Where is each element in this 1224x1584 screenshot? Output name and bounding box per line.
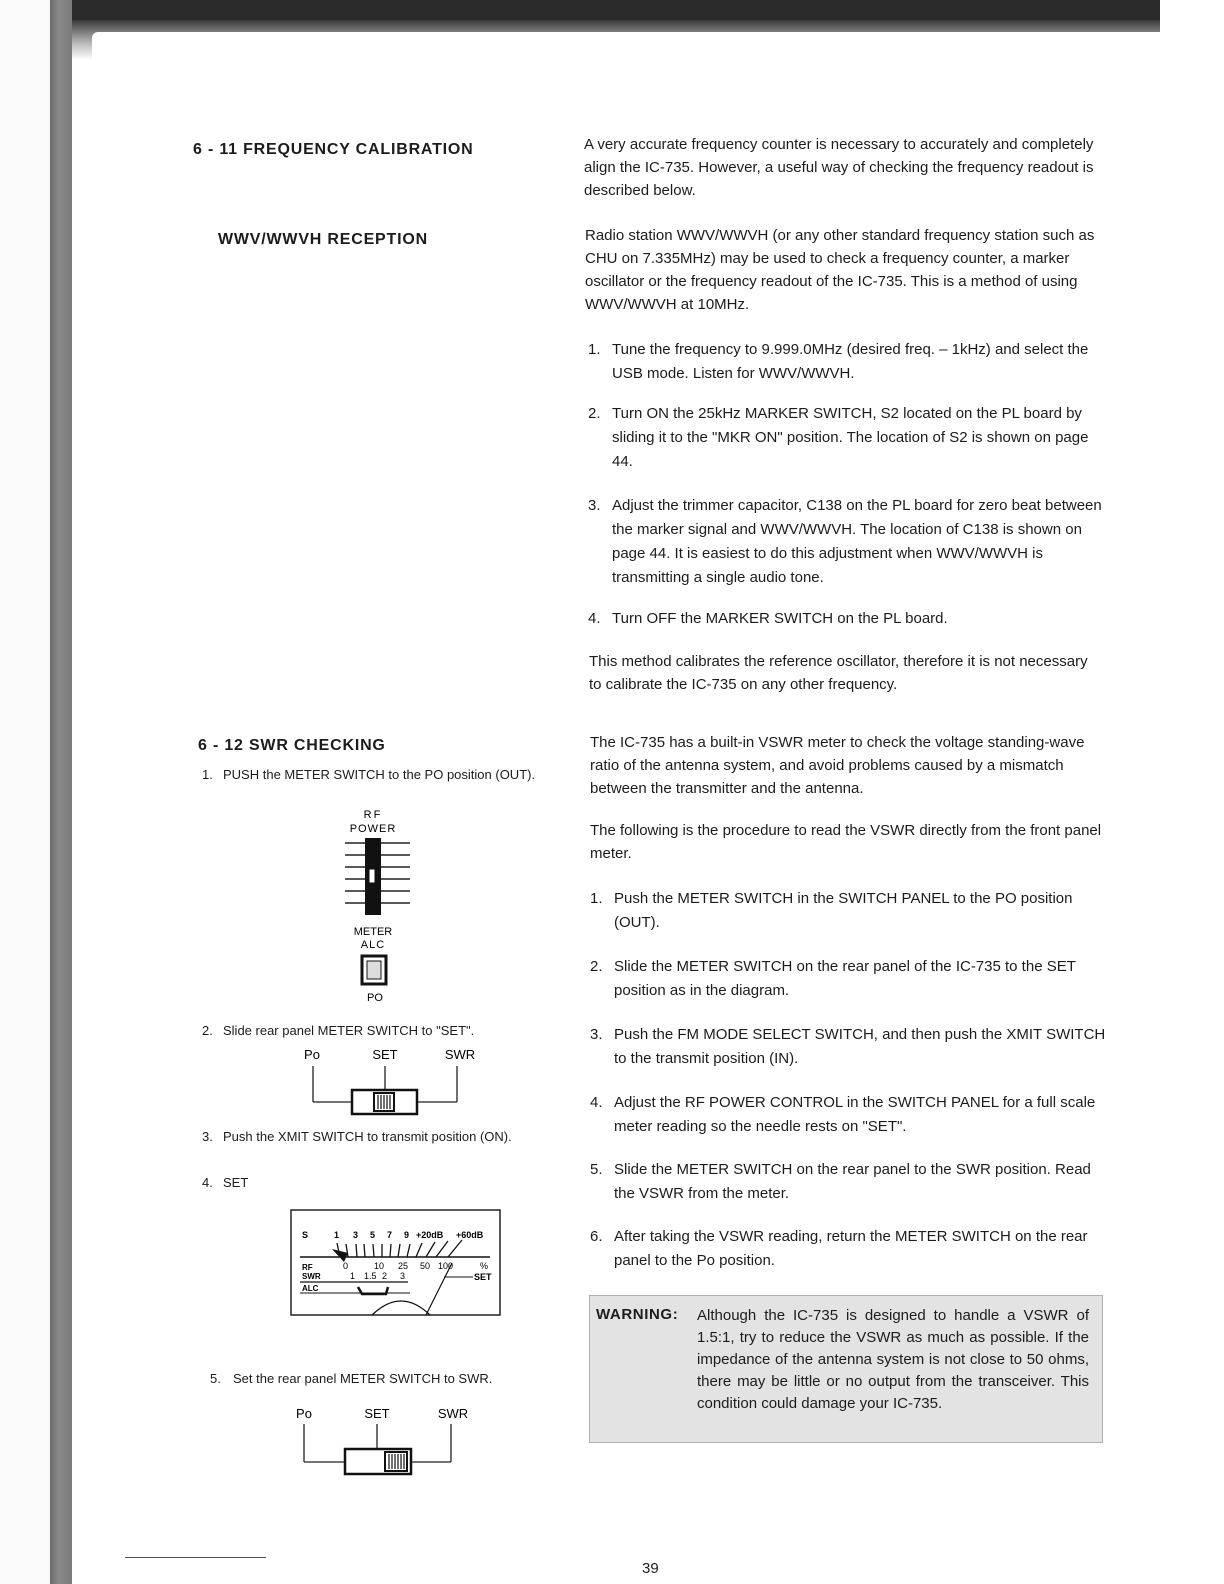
swr-left-step-3	[202, 1127, 552, 1146]
meter-frame	[291, 1210, 500, 1315]
footer-rule	[125, 1557, 266, 1558]
calibration-step-2	[588, 402, 1102, 474]
step-text: Slide the METER SWITCH on the rear panel of the IC-735 to the SET position as in the diagram.	[614, 958, 1076, 999]
switch-swr-label: SWR	[444, 1047, 476, 1062]
swr-row-tick: 2	[382, 1271, 388, 1281]
meter-label: METER	[353, 926, 393, 938]
rf-row-tick: 25	[398, 1261, 409, 1271]
scan-top-edge	[72, 0, 1160, 20]
swr-row-label: SWR	[302, 1272, 321, 1281]
step-number: 2.	[202, 1023, 213, 1038]
rf-row-tick: %	[480, 1261, 489, 1271]
step-number: 3.	[588, 497, 601, 514]
step-text: Adjust the trimmer capacitor, C138 on the PL board for zero beat between the marker signal and WWV/WWVH. The location of C138 is shown on page 44. It is easiest to do this adjustment when WWV/WWVH is transmitting a single audio tone.	[612, 497, 1102, 586]
s-scale-tick: +20dB	[416, 1230, 444, 1240]
rear-switch-diagram-set	[290, 1042, 490, 1122]
swr-row-tick: 3	[400, 1271, 406, 1281]
rf-row-tick: 100	[438, 1261, 454, 1271]
step-text: Push the XMIT SWITCH to transmit position (ON).	[223, 1129, 512, 1144]
s-scale-tick: 5	[370, 1230, 376, 1240]
scan-margin	[0, 0, 50, 1584]
step-number: 1.	[202, 767, 213, 782]
step-text: Adjust the RF POWER CONTROL in the SWITCH PANEL for a full scale meter reading so the needle rests on "SET".	[614, 1094, 1096, 1135]
rf-row-tick: 10	[374, 1261, 385, 1271]
calibration-step-4	[588, 607, 1102, 631]
meter-face-diagram	[290, 1209, 502, 1317]
s-scale-tick: 9	[404, 1230, 410, 1240]
swr-step-2	[590, 955, 1108, 1003]
s-scale-tick: 7	[387, 1230, 393, 1240]
swr-left-step-4	[202, 1173, 552, 1192]
switch-set-label: SET	[364, 1406, 390, 1421]
swr-left-step-1	[202, 765, 552, 784]
switch-po-label: Po	[296, 1406, 312, 1421]
section-6-11-heading: 6 - 11 FREQUENCY CALIBRATION	[193, 141, 474, 158]
meter-button-inner	[367, 961, 381, 979]
swr-step-3	[590, 1023, 1108, 1071]
wwv-paragraph: Radio station WWV/WWVH (or any other standard frequency station such as CHU on 7.335MHz) may be used to check a frequency counter, a marker oscillator or the frequency readout of the IC-735. This is a method of using WWV/WWVH at 10MHz.	[585, 227, 1095, 313]
switch-swr-label: SWR	[437, 1406, 469, 1421]
warning-label: WARNING:	[596, 1306, 679, 1323]
step-number: 5.	[210, 1371, 221, 1386]
calibration-step-3	[588, 494, 1102, 590]
swr-step-5	[590, 1158, 1108, 1206]
step-number: 4.	[588, 610, 601, 627]
step-number: 6.	[590, 1228, 603, 1245]
section-6-12-heading: 6 - 12 SWR CHECKING	[198, 737, 386, 754]
step-text: Turn ON the 25kHz MARKER SWITCH, S2 located on the PL board by sliding it to the "MKR ON" position. The location of S2 is shown on page 44.	[612, 405, 1089, 470]
rf-power-meter-diagram	[300, 805, 450, 1005]
switch-set-label: SET	[372, 1047, 398, 1062]
warning-box	[589, 1295, 1103, 1443]
step-number: 1.	[588, 341, 601, 358]
step-number: 2.	[590, 958, 603, 975]
po-label: PO	[367, 992, 383, 1004]
alc-label: ALC	[360, 939, 386, 951]
s-scale-tick: 1	[334, 1230, 340, 1240]
step-text: SET	[223, 1175, 249, 1190]
binding-spine	[50, 0, 72, 1584]
step-text: Set the rear panel METER SWITCH to SWR.	[233, 1371, 493, 1386]
page-number: 39	[642, 1560, 659, 1577]
swr-step-6	[590, 1225, 1108, 1273]
step-text: Tune the frequency to 9.999.0MHz (desired freq. – 1kHz) and select the USB mode. Listen for WWV/WWVH.	[612, 341, 1089, 382]
step-number: 4.	[590, 1094, 603, 1111]
step-number: 3.	[590, 1026, 603, 1043]
warning-text: Although the IC-735 is designed to handle a VSWR of 1.5:1, try to reduce the VSWR as much as possible. If the impedance of the antenna system is not close to 50 ohms, there may be little or no output from the transceiver. This condition could damage your IC-735.	[697, 1307, 1089, 1412]
step-text: Push the METER SWITCH in the SWITCH PANEL to the PO position (OUT).	[614, 890, 1073, 931]
step-text: Slide rear panel METER SWITCH to "SET".	[223, 1023, 475, 1038]
alc-row-label: ALC	[302, 1284, 319, 1293]
swr-step-4	[590, 1091, 1108, 1139]
step-number: 3.	[202, 1129, 213, 1144]
swr-intro: The IC-735 has a built-in VSWR meter to check the voltage standing-wave ratio of the antenna system, and avoid problems caused by a mismatch between the transmitter and the antenna.	[590, 734, 1085, 797]
rf-row-tick: 0	[343, 1261, 349, 1271]
step-number: 2.	[588, 405, 601, 422]
s-scale-tick: 3	[353, 1230, 359, 1240]
power-label: POWER	[349, 823, 397, 835]
swr-procedure-intro: The following is the procedure to read the VSWR directly from the front panel meter.	[590, 822, 1102, 862]
wwv-reception-heading: WWV/WWVH RECEPTION	[218, 231, 428, 248]
rf-row-tick: 50	[420, 1261, 431, 1271]
step-text: Turn OFF the MARKER SWITCH on the PL board.	[612, 610, 948, 627]
step-number: 4.	[202, 1175, 213, 1190]
step-text: PUSH the METER SWITCH to the PO position (OUT).	[223, 767, 536, 782]
swr-left-step-5	[210, 1369, 550, 1388]
slider-knob	[369, 869, 375, 883]
rf-label: RF	[363, 809, 383, 821]
rear-switch-diagram-swr	[285, 1400, 485, 1480]
swr-row-tick: 1	[350, 1271, 356, 1281]
step-number: 1.	[590, 890, 603, 907]
calibration-closing: This method calibrates the reference oscillator, therefore it is not necessary to calibrate the IC-735 on any other frequency.	[589, 653, 1088, 693]
swr-row-tick: 1.5	[364, 1271, 377, 1281]
rf-row-label: RF	[302, 1263, 313, 1272]
step-text: Slide the METER SWITCH on the rear panel to the SWR position. Read the VSWR from the meter.	[614, 1161, 1091, 1202]
s-scale-label: S	[302, 1230, 309, 1240]
step-number: 5.	[590, 1161, 603, 1178]
swr-step-1	[590, 887, 1108, 935]
step-text: After taking the VSWR reading, return the METER SWITCH on the rear panel to the Po position.	[614, 1228, 1088, 1269]
calibration-intro: A very accurate frequency counter is necessary to accurately and completely align the IC-735. However, a useful way of checking the frequency readout is described below.	[584, 136, 1094, 199]
set-mark-label: SET	[474, 1272, 492, 1282]
s-scale-tick: +60dB	[456, 1230, 484, 1240]
calibration-step-1	[588, 338, 1102, 386]
step-text: Push the FM MODE SELECT SWITCH, and then push the XMIT SWITCH to the transmit position (IN).	[614, 1026, 1106, 1067]
swr-left-step-2	[202, 1021, 552, 1040]
switch-po-label: Po	[304, 1047, 320, 1062]
